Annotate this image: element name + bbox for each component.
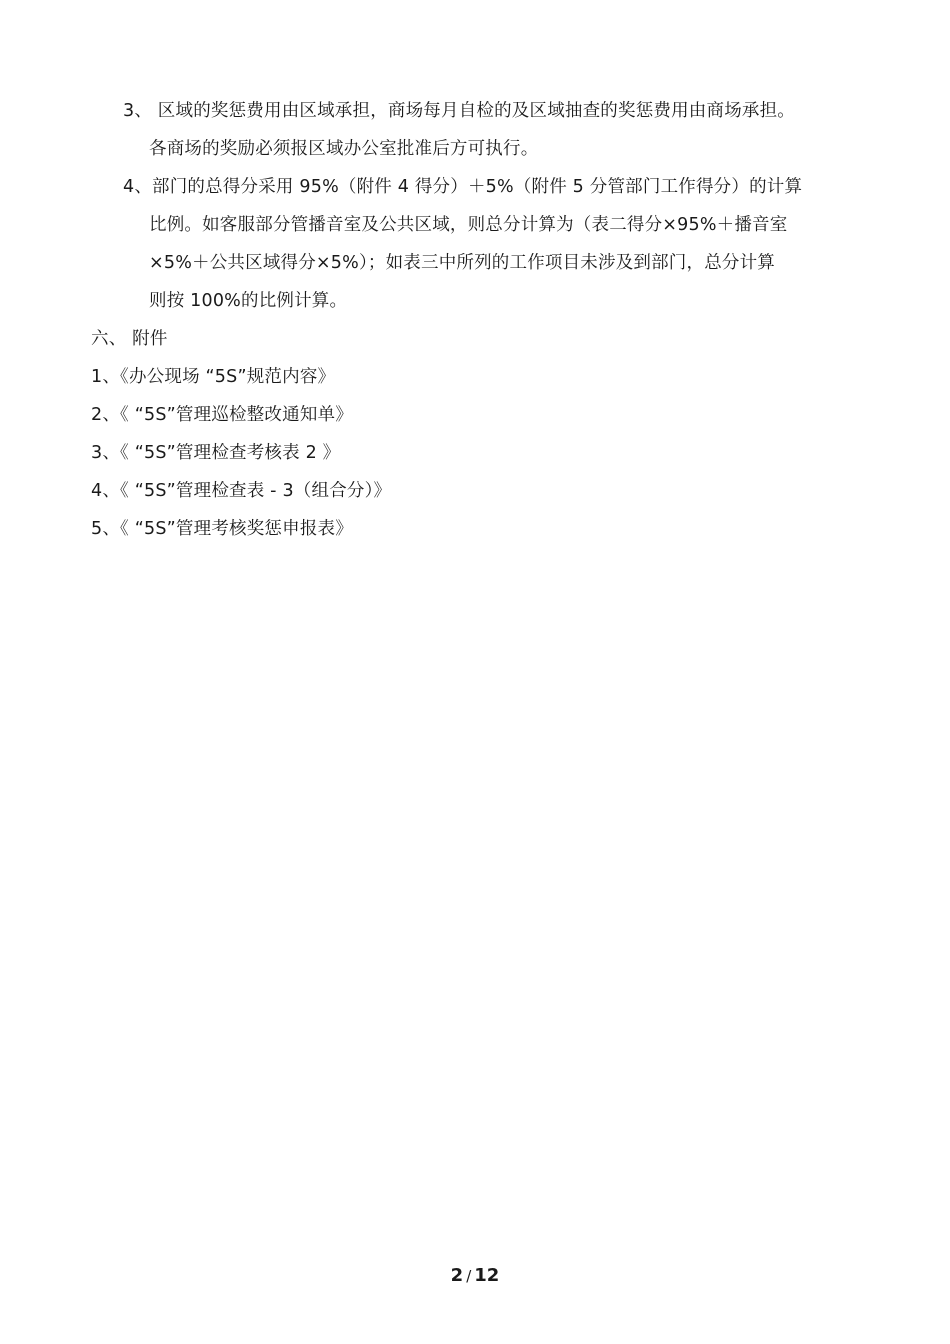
attachment-item-4: 4、《 “5S”管理检查表 - 3（组合分）》	[91, 481, 392, 501]
item-4-line-1: 4、部门的总得分采用 95%（附件 4 得分）＋5%（附件 5 分管部门工作得分）的计算	[123, 177, 803, 197]
attachment-item-1: 1、《办公现场 “5S”规范内容》	[91, 367, 336, 387]
item-4-line-2: 比例。如客服部分管播音室及公共区域，则总分计算为（表二得分×95%＋播音室	[149, 215, 788, 235]
current-page-number: 2	[450, 1265, 464, 1286]
page-separator: /	[466, 1267, 472, 1285]
attachment-item-3: 3、《 “5S”管理检查考核表 2 》	[91, 443, 341, 463]
item-4-line-4: 则按 100%的比例计算。	[149, 291, 348, 311]
item-3-line-2: 各商场的奖励必须报区域办公室批准后方可执行。	[149, 139, 539, 159]
attachment-item-5: 5、《 “5S”管理考核奖惩申报表》	[91, 519, 353, 539]
total-pages-number: 12	[474, 1265, 500, 1286]
page-number-footer	[0, 1264, 950, 1288]
attachment-item-2: 2、《 “5S”管理巡检整改通知单》	[91, 405, 353, 425]
section-heading-attachments: 六、 附件	[91, 329, 168, 349]
item-4-line-3: ×5%＋公共区域得分×5%）；如表三中所列的工作项目未涉及到部门，总分计算	[149, 253, 775, 273]
item-3-line-1: 3、 区域的奖惩费用由区域承担，商场每月自检的及区域抽查的奖惩费用由商场承担。	[123, 101, 795, 121]
